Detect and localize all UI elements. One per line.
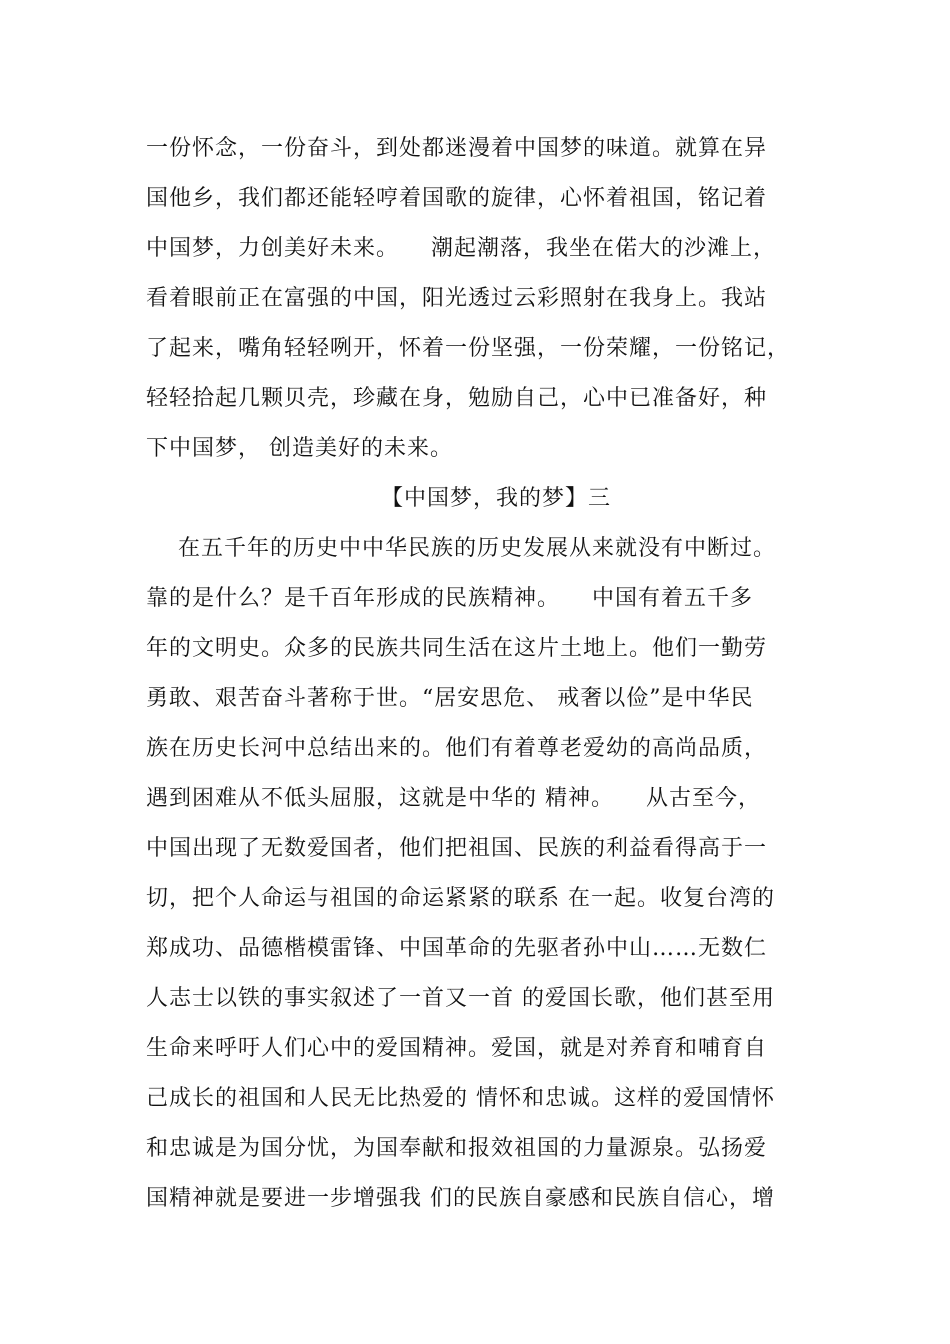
paragraph-2-line: 中国出现了无数爱国者，他们把祖国、民族的利益看得高于一 [146,836,768,861]
paragraph-2-line: 己成长的祖国和人民无比热爱的 情怀和忠诚。这样的爱国情怀 [146,1086,775,1111]
paragraph-2-line: 靠的是什么？是千百年形成的民族精神。 中国有着五千多 [146,586,753,611]
paragraph-1-line: 一份怀念，一份奋斗，到处都迷漫着中国梦的味道。就算在异 [146,136,768,161]
paragraph-2-line: 遇到困难从不低头屈服，这就是中华的 精神。 从古至今， [146,786,761,811]
paragraph-1-line: 了起来，嘴角轻轻咧开，怀着一份坚强，一份荣耀，一份铭记， [146,336,791,361]
paragraph-2-line: 郑成功、品德楷模雷锋、中国革命的先驱者孙中山……无数仁 [146,936,768,961]
paragraph-2-line: 和忠诚是为国分忧，为国奉献和报效祖国的力量源泉。弘扬爱 [146,1136,768,1161]
paragraph-2-line: 人志士以铁的事实叙述了一首又一首 的爱国长歌，他们甚至用 [146,986,775,1011]
paragraph-1-line: 中国梦，力创美好未来。 潮起潮落，我坐在偌大的沙滩上， [146,236,776,261]
paragraph-1-line: 下中国梦， 创造美好的未来。 [146,436,453,461]
paragraph-2-line: 勇敢、艰苦奋斗著称于世。“居安思危、 戒奢以俭”是中华民 [146,686,754,711]
paragraph-2-line: 族在历史长河中总结出来的。他们有着尊老爱幼的高尚品质， [146,736,768,761]
paragraph-2-line: 在五千年的历史中中华民族的历史发展从来就没有中断过。 [146,536,776,561]
paragraph-2-line: 切，把个人命运与祖国的命运紧紧的联系 在一起。收复台湾的 [146,886,775,911]
paragraph-1-line: 国他乡，我们都还能轻哼着国歌的旋律，心怀着祖国，铭记着 [146,186,768,211]
paragraph-2-line: 生命来呼吁人们心中的爱国精神。爱国，就是对养育和哺育自 [146,1036,768,1061]
paragraph-1-line: 轻轻拾起几颗贝壳，珍藏在身，勉励自己，心中已准备好，种 [146,386,768,411]
paragraph-2-line: 年的文明史。众多的民族共同生活在这片土地上。他们一勤劳 [146,636,768,661]
paragraph-2-line: 国精神就是要进一步增强我 们的民族自豪感和民族自信心，增 [146,1186,775,1211]
section-heading: 【中国梦，我的梦】三 [380,486,611,511]
paragraph-1-line: 看着眼前正在富强的中国，阳光透过云彩照射在我身上。我站 [146,286,768,311]
